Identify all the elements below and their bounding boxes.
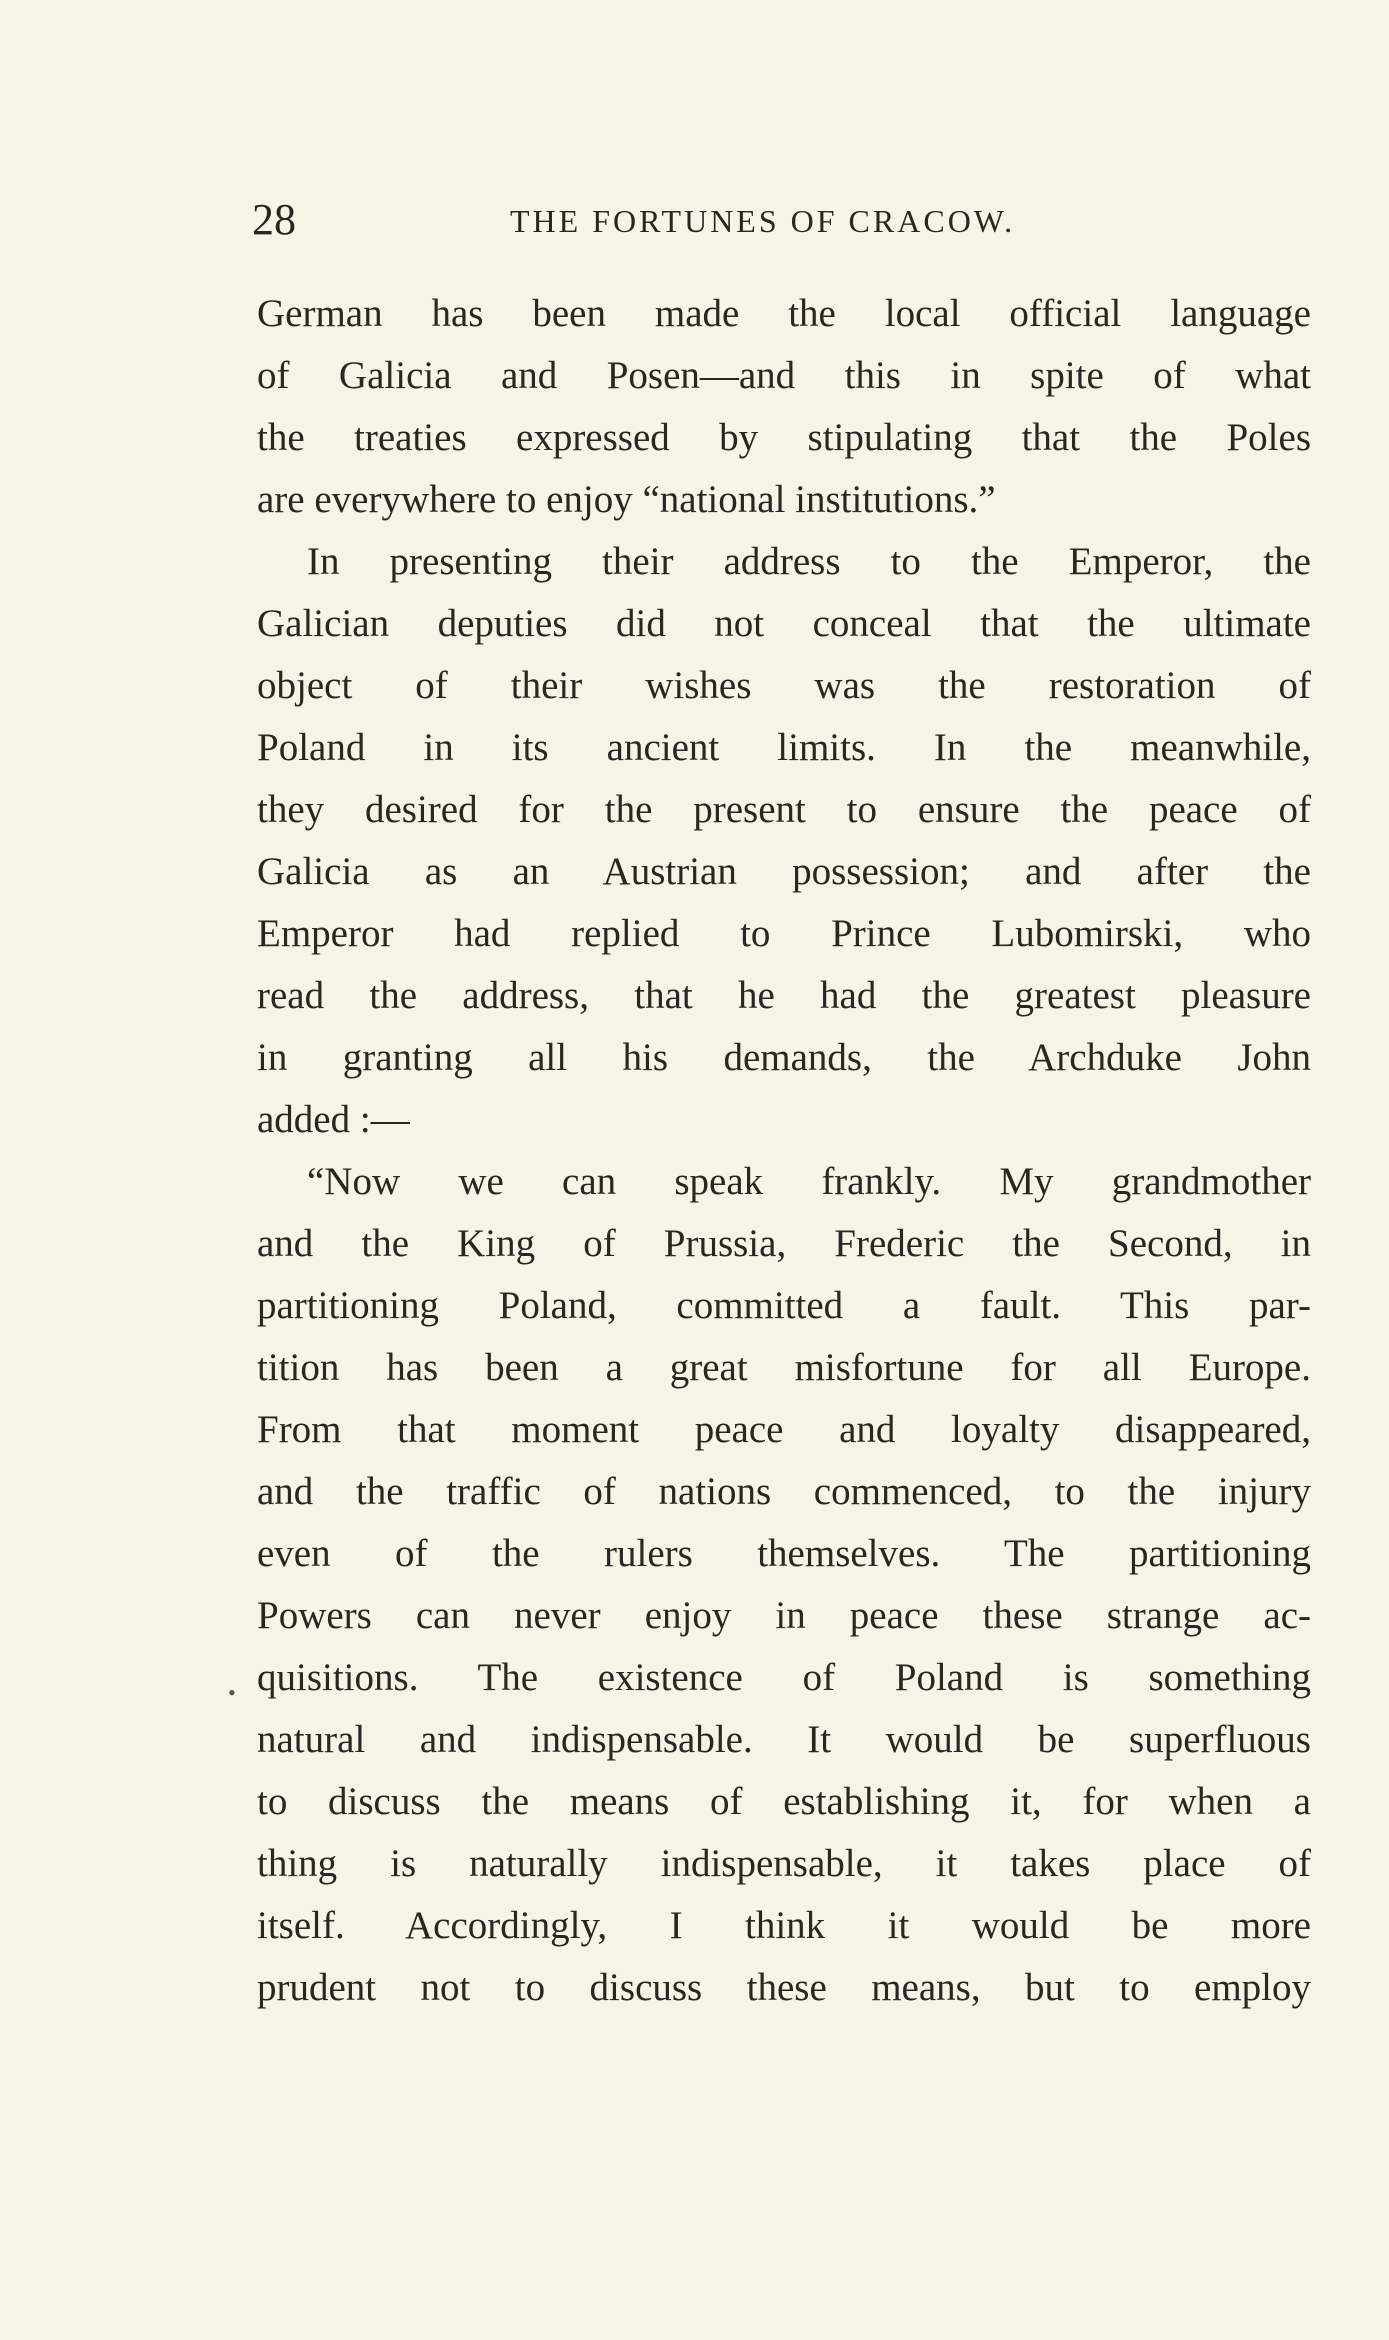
body-text [257, 283, 1311, 2019]
page-number: 28 [252, 195, 296, 244]
text-line: German has been made the local official language [257, 292, 1311, 335]
text-line: In presenting their address to the Emperor, the [307, 540, 1311, 583]
text-line: added :— [257, 1098, 410, 1141]
text-line: “Now we can speak frankly. My grandmother [307, 1160, 1311, 1203]
margin-mark: • [228, 1680, 236, 1705]
text-line: itself. Accordingly, I think it would be more [257, 1904, 1311, 1947]
text-line: even of the rulers themselves. The partitioning [257, 1532, 1311, 1575]
text-line: Galicia as an Austrian possession; and after the [257, 850, 1311, 893]
text-line: and the traffic of nations commenced, to the injury [257, 1470, 1311, 1513]
running-title: THE FORTUNES OF CRACOW. [510, 203, 1016, 239]
text-line: Powers can never enjoy in peace these strange ac- [257, 1594, 1311, 1637]
text-line: partitioning Poland, committed a fault. This par- [257, 1284, 1311, 1327]
text-line: Galician deputies did not conceal that the ultimate [257, 602, 1311, 645]
text-line: of Galicia and Posen—and this in spite of what [257, 354, 1311, 397]
page-header [252, 190, 1312, 250]
text-line: natural and indispensable. It would be superfluous [257, 1718, 1311, 1761]
text-line: to discuss the means of establishing it, for when a [257, 1780, 1311, 1823]
text-line: object of their wishes was the restoration of [257, 664, 1311, 707]
text-line: quisitions. The existence of Poland is something [257, 1656, 1311, 1699]
text-line: thing is naturally indispensable, it takes place of [257, 1842, 1311, 1885]
text-line: Poland in its ancient limits. In the meanwhile, [257, 726, 1311, 769]
text-line: prudent not to discuss these means, but to employ [257, 1966, 1311, 2009]
text-line: the treaties expressed by stipulating that the Poles [257, 416, 1311, 459]
text-line: read the address, that he had the greatest pleasure [257, 974, 1311, 1017]
text-line: and the King of Prussia, Frederic the Second, in [257, 1222, 1311, 1265]
text-line: Emperor had replied to Prince Lubomirski, who [257, 912, 1311, 955]
text-line: in granting all his demands, the Archduke John [257, 1036, 1311, 1079]
text-line: are everywhere to enjoy “national institutions.” [257, 478, 996, 521]
text-line: tition has been a great misfortune for all Europe. [257, 1346, 1311, 1389]
text-line: they desired for the present to ensure the peace of [257, 788, 1311, 831]
text-line: From that moment peace and loyalty disappeared, [257, 1408, 1311, 1451]
